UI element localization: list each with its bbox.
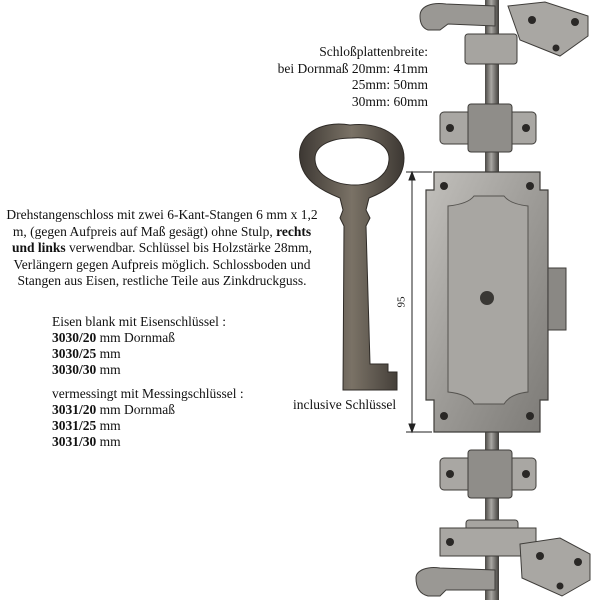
- plate-width-line: 30mm: 60mm: [351, 93, 428, 109]
- product-description: [4, 207, 320, 290]
- article-code: 3030/20: [52, 330, 97, 345]
- article-code: 3031/25: [52, 418, 97, 433]
- plate-width-info: [278, 44, 428, 110]
- iron-variant-list: [52, 314, 226, 378]
- plate-width-line: bei Dornmaß 20mm: 41mm: [277, 60, 428, 76]
- list-item: [52, 346, 226, 362]
- description-text: verwendbar. Schlüssel bis Holzstärke 28mm, Verlängern gegen Aufpreis möglich. Schlossboden und Stangen aus Eisen, restliche Teile aus Zinkdruckguss.: [13, 240, 312, 288]
- key-caption: inclusive Schlüssel: [293, 397, 397, 412]
- brass-heading: vermessingt mit Messingschlüssel :: [52, 386, 244, 401]
- list-item: [52, 434, 244, 450]
- article-code: 3030/30: [52, 362, 97, 377]
- list-item: [52, 362, 226, 378]
- description-bold: rechts und links: [11, 223, 312, 255]
- article-suffix: mm: [96, 418, 121, 433]
- dimension-label: 95: [395, 296, 408, 308]
- article-code: 3031/20: [52, 402, 97, 417]
- article-suffix: mm Dornmaß: [96, 402, 176, 417]
- list-item: [52, 418, 244, 434]
- description-text: Drehstangenschloss mit zwei 6-Kant-Stangen 6 mm x 1,2 m, (gegen Aufpreis auf Maß gesägt) ohne Stulp,: [6, 207, 318, 239]
- plate-width-title: Schloßplattenbreite:: [319, 44, 428, 59]
- bottom-handle: [416, 528, 590, 596]
- article-suffix: mm: [96, 346, 121, 361]
- article-suffix: mm: [96, 434, 121, 449]
- article-code: 3030/25: [52, 346, 97, 361]
- brass-variant-list: [52, 386, 244, 450]
- article-suffix: mm Dornmaß: [96, 330, 176, 345]
- list-item: [52, 402, 244, 418]
- article-code: 3031/30: [52, 434, 97, 449]
- lock-body: [426, 172, 566, 432]
- plate-width-line: 25mm: 50mm: [351, 77, 428, 92]
- article-suffix: mm: [96, 362, 121, 377]
- list-item: [52, 330, 226, 346]
- iron-heading: Eisen blank mit Eisenschlüssel :: [52, 314, 226, 329]
